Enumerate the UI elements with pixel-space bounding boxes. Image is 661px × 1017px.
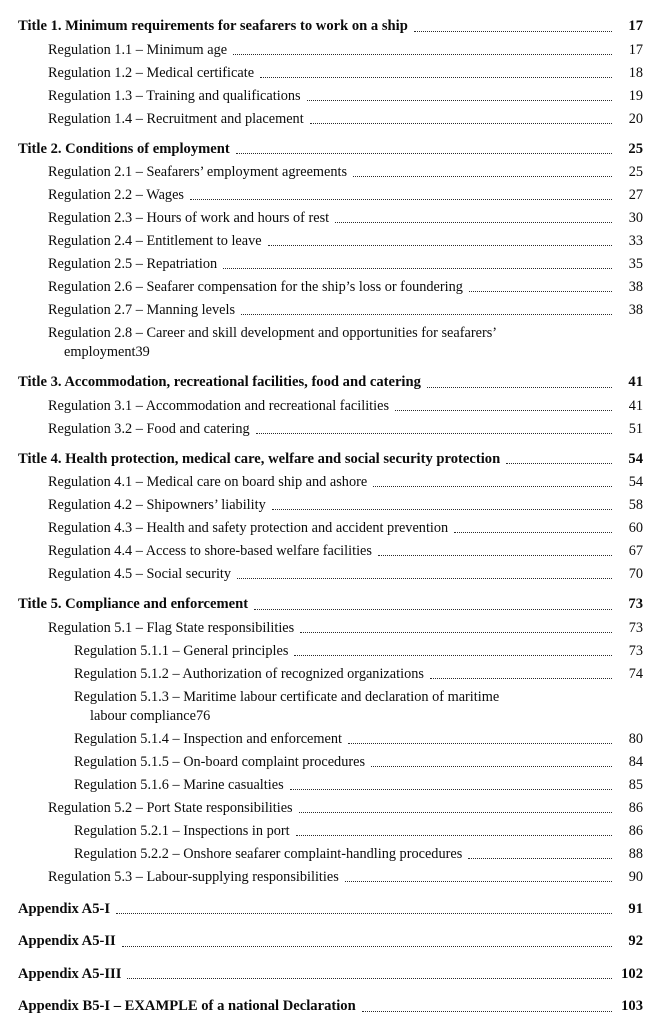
toc-entry[interactable]	[18, 642, 643, 661]
toc-entry-label: Regulation 1.2 – Medical certificate	[48, 64, 255, 81]
toc-page-number: 102	[621, 965, 643, 982]
toc-entry-label: Title 1. Minimum requirements for seafarers to work on a ship	[18, 18, 408, 34]
leader-dots	[260, 76, 612, 78]
toc-entry-label: Title 3. Accommodation, recreational facilities, food and catering	[18, 374, 421, 391]
toc-entry[interactable]	[18, 665, 643, 684]
toc-entry-label: Regulation 4.3 – Health and safety protection and accident prevention	[48, 520, 449, 537]
toc-page-number: 20	[628, 110, 643, 127]
toc-entry[interactable]	[18, 17, 643, 37]
toc-page-number: 91	[628, 900, 643, 917]
toc-entry-label: Regulation 5.1.2 – Authorization of recognized organizations	[74, 665, 424, 682]
toc-page-number: 25	[628, 140, 643, 157]
toc-entry-label: Regulation 4.2 – Shipowners’ liability	[48, 497, 266, 514]
leader-dots	[353, 175, 612, 177]
toc-entry[interactable]	[18, 473, 643, 492]
toc-page-number: 74	[628, 665, 643, 682]
toc-entry-label: Regulation 5.3 – Labour-supplying responsibilities	[48, 868, 339, 885]
toc-entry[interactable]	[18, 324, 643, 362]
toc-entry[interactable]	[18, 373, 643, 393]
toc-page-number: 86	[628, 822, 643, 839]
toc-page-number: 92	[628, 933, 643, 950]
leader-dots	[371, 765, 612, 767]
leader-dots	[190, 198, 612, 200]
leader-dots	[430, 677, 612, 679]
toc-entry-label-cont: employment	[64, 344, 136, 361]
leader-dots	[241, 313, 612, 315]
toc-entry[interactable]	[18, 730, 643, 749]
toc-entry-label: Regulation 5.1.1 – General principles	[74, 642, 289, 659]
toc-entry-label: Regulation 4.4 – Access to shore-based welfare facilities	[48, 543, 372, 560]
toc-entry[interactable]	[18, 496, 643, 515]
toc-page-number: 85	[628, 776, 643, 793]
leader-dots	[272, 508, 612, 510]
toc-entry[interactable]	[18, 64, 643, 83]
leader-dots	[345, 880, 612, 882]
toc-entry-label: Regulation 5.2.1 – Inspections in port	[74, 822, 290, 839]
toc-entry[interactable]	[18, 163, 643, 182]
toc-page-number: 51	[628, 420, 643, 437]
toc-entry-label: Appendix A5-III	[18, 965, 122, 982]
toc-entry-label: Appendix A5-I	[18, 900, 111, 917]
toc-entry-label: Regulation 2.6 – Seafarer compensation for the ship’s loss or foundering	[48, 279, 463, 296]
toc-entry-label: Regulation 3.1 – Accommodation and recreational facilities	[48, 397, 390, 414]
leader-dots	[237, 577, 612, 579]
leader-dots	[454, 531, 612, 533]
leader-dots	[223, 267, 612, 269]
toc-entry[interactable]	[18, 799, 643, 818]
toc-page-number: 41	[628, 397, 643, 414]
toc-entry[interactable]	[18, 110, 643, 129]
toc-page-number: 33	[628, 233, 643, 250]
leader-dots	[236, 152, 612, 154]
leader-dots	[127, 977, 612, 979]
leader-dots	[254, 608, 612, 610]
toc-page-number: 35	[628, 256, 643, 273]
toc-entry[interactable]	[18, 997, 643, 1017]
leader-dots	[307, 99, 612, 101]
leader-dots	[290, 788, 612, 790]
toc-page-number: 60	[628, 520, 643, 537]
toc-page-number: 80	[628, 730, 643, 747]
leader-dots	[373, 485, 612, 487]
toc-entry[interactable]	[18, 450, 643, 470]
toc-entry[interactable]	[18, 845, 643, 864]
toc-page-number: 17	[628, 41, 643, 58]
toc-entry-label: Regulation 5.1.5 – On-board complaint procedures	[74, 753, 366, 770]
toc-page-number: 58	[628, 497, 643, 514]
leader-dots	[296, 834, 612, 836]
toc-entry[interactable]	[18, 41, 643, 60]
toc-page-number: 84	[628, 753, 643, 770]
toc-entry-label: Title 2. Conditions of employment	[18, 140, 230, 157]
toc-entry-label: Regulation 2.2 – Wages	[48, 187, 184, 204]
toc-entry[interactable]	[18, 965, 643, 985]
toc-page-number: 38	[628, 302, 643, 319]
toc-entry-label: Regulation 5.1.4 – Inspection and enforcement	[74, 730, 342, 747]
toc-entry[interactable]	[18, 397, 643, 416]
leader-dots	[300, 631, 612, 633]
toc-entry[interactable]	[18, 900, 643, 920]
toc-entry[interactable]	[18, 565, 643, 584]
toc-page-number: 73	[628, 642, 643, 659]
toc-entry-label: Regulation 3.2 – Food and catering	[48, 420, 250, 437]
leader-dots	[116, 912, 612, 914]
toc-entry-label: Regulation 5.1 – Flag State responsibilities	[48, 619, 295, 636]
toc-entry-label: Regulation 2.3 – Hours of work and hours of rest	[48, 210, 330, 227]
toc-page-number: 67	[628, 543, 643, 560]
toc-entry-label: Regulation 4.1 – Medical care on board ship and ashore	[48, 474, 368, 491]
toc-entry-label: Regulation 2.8 – Career and skill development and opportunities for seafarers’	[48, 325, 498, 342]
leader-dots	[395, 409, 612, 411]
toc-page-number: 54	[628, 450, 643, 467]
toc-entry-label: Regulation 2.1 – Seafarers’ employment agreements	[48, 164, 348, 181]
toc-page-number: 41	[628, 374, 643, 391]
toc-page-number: 30	[628, 210, 643, 227]
toc-entry[interactable]	[18, 87, 643, 106]
toc-entry[interactable]	[18, 776, 643, 795]
toc-page-number: 86	[628, 799, 643, 816]
leader-dots	[233, 53, 612, 55]
toc-page-number: 73	[628, 596, 643, 613]
leader-dots	[348, 742, 612, 744]
toc-page-number: 54	[628, 474, 643, 491]
toc-entry-label: Regulation 2.7 – Manning levels	[48, 302, 236, 319]
toc-page-number: 90	[628, 868, 643, 885]
toc-page-number: 39	[135, 344, 150, 361]
toc-page-number: 25	[628, 164, 643, 181]
toc-entry-label-cont: labour compliance	[90, 707, 196, 724]
toc-entry-label: Regulation 1.1 – Minimum age	[48, 41, 228, 58]
toc-entry[interactable]	[18, 301, 643, 320]
toc-entry[interactable]	[18, 255, 643, 274]
toc-entry-label: Appendix B5-I – EXAMPLE of a national Declaration	[18, 998, 356, 1015]
leader-dots	[299, 811, 612, 813]
toc-entry-label: Title 4. Health protection, medical care, welfare and social security protection	[18, 450, 501, 467]
toc-page-number: 73	[628, 619, 643, 636]
toc-entry-label: Regulation 1.3 – Training and qualifications	[48, 87, 301, 104]
leader-dots	[362, 1010, 612, 1012]
toc-page-number: 88	[628, 845, 643, 862]
toc-page-number: 76	[196, 707, 211, 724]
toc-entry-label: Regulation 2.5 – Repatriation	[48, 256, 218, 273]
toc-page-number: 103	[621, 998, 643, 1015]
toc-entry-label: Regulation 5.2 – Port State responsibilities	[48, 799, 293, 816]
toc-entry[interactable]	[18, 232, 643, 251]
toc-entry[interactable]	[18, 822, 643, 841]
toc-entry[interactable]	[18, 186, 643, 205]
toc-entry-label: Regulation 4.5 – Social security	[48, 566, 232, 583]
toc-entry[interactable]	[18, 868, 643, 887]
leader-dots	[268, 244, 612, 246]
toc-page-number: 17	[628, 18, 643, 34]
toc-entry[interactable]	[18, 420, 643, 439]
leader-dots	[310, 122, 612, 124]
toc-page-number: 19	[628, 87, 643, 104]
toc-entry-label: Regulation 5.1.6 – Marine casualties	[74, 776, 284, 793]
leader-dots	[468, 857, 612, 859]
leader-dots	[427, 386, 612, 388]
toc-page-number: 18	[628, 64, 643, 81]
leader-dots	[256, 432, 612, 434]
toc-entry[interactable]	[18, 278, 643, 297]
toc-entry-label: Regulation 1.4 – Recruitment and placement	[48, 110, 304, 127]
toc-entry[interactable]	[18, 140, 643, 160]
leader-dots	[469, 290, 612, 292]
leader-dots	[414, 30, 612, 32]
toc-entry[interactable]	[18, 209, 643, 228]
toc-entry[interactable]	[18, 519, 643, 538]
toc-entry-label: Regulation 2.4 – Entitlement to leave	[48, 233, 262, 250]
toc-entry-label: Regulation 5.2.2 – Onshore seafarer complaint-handling procedures	[74, 845, 463, 862]
toc-page-number: 27	[628, 187, 643, 204]
toc-page-number: 38	[628, 279, 643, 296]
leader-dots	[506, 462, 612, 464]
leader-dots	[378, 554, 612, 556]
toc-entry-label: Title 5. Compliance and enforcement	[18, 596, 249, 613]
toc-entry-label: Appendix A5-II	[18, 933, 116, 950]
leader-dots	[294, 654, 612, 656]
toc-entry[interactable]	[18, 753, 643, 772]
toc-entry[interactable]	[18, 619, 643, 638]
toc-entry[interactable]	[18, 595, 643, 615]
toc-entry[interactable]	[18, 688, 643, 726]
toc-page-number: 70	[628, 566, 643, 583]
toc-entry-label: Regulation 5.1.3 – Maritime labour certificate and declaration of maritime	[74, 688, 500, 705]
toc-entry[interactable]	[18, 542, 643, 561]
leader-dots	[122, 945, 612, 947]
leader-dots	[335, 221, 612, 223]
toc-entry[interactable]	[18, 932, 643, 952]
